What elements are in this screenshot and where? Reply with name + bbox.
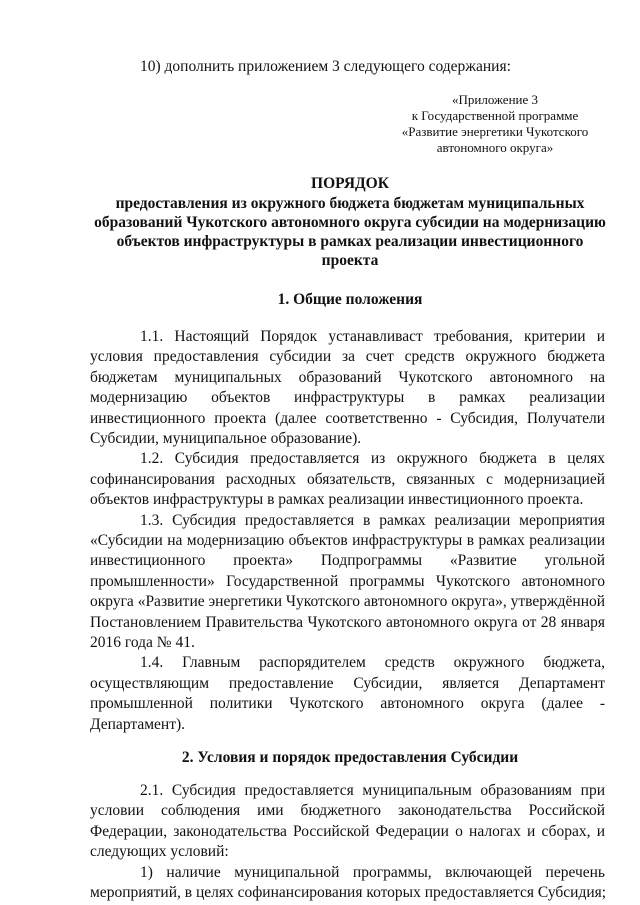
s1-line: округа «Развитие энергетики Чукотского автономного округа», утверждённой	[90, 593, 606, 611]
appendix-line-2: к Государственной программе	[411, 108, 579, 123]
s2-line: мероприятий, в целях софинансирования которых предоставляется Субсидия;	[90, 884, 607, 901]
s1-line: Департамент).	[90, 715, 185, 733]
s1-line: 1.3. Субсидия предоставляется в рамках реализации мероприятия	[140, 511, 605, 529]
s1-line: промышленной политики Чукотского автономного округа (далее -	[90, 695, 605, 713]
section-2-heading: 2. Условия и порядок предоставления Субсидии	[181, 749, 519, 766]
appendix-line-1: «Приложение 3	[451, 92, 539, 107]
s1-line: 2016 года № 41.	[90, 634, 195, 651]
title-line-4: проекта	[321, 252, 379, 269]
s1-line: софинансирования расходных обязательств, связанных с модернизацией	[90, 470, 605, 488]
appendix-line-4: автономного округа»	[436, 140, 554, 155]
s1-line: промышленности» Государственной программы Чукотского автономного	[90, 572, 605, 590]
s1-line: инвестиционного проекта» Подпрограммы «Развитие угольной	[90, 552, 605, 570]
title-line-1: предоставления из окружного бюджета бюджетам муниципальных	[115, 195, 585, 212]
title-line-2: образований Чукотского автономного округа субсидии на модернизацию	[94, 214, 606, 231]
s1-line: объектов инфраструктуры в рамках реализации инвестиционного проекта.	[90, 491, 584, 509]
s2-line: Федерации, законодательства Российской Федерации о налогах и сборах, и	[90, 822, 605, 840]
s1-line: условия предоставления субсидии за счет средств окружного бюджета	[90, 348, 605, 366]
s2-line: 1) наличие муниципальной программы, включающей перечень	[140, 863, 605, 881]
s1-line: Постановлением Правительства Чукотского автономного округа от 28 января	[90, 613, 605, 631]
intro-line: 10) дополнить приложением 3 следующего содержания:	[140, 58, 511, 75]
s1-line: Субсидии, муниципальное образование).	[90, 430, 362, 447]
s1-line: инвестиционного проекта (далее соответственно - Субсидия, Получатели	[90, 409, 605, 427]
s1-line: осуществляющим предоставление Субсидии, является Департамент	[90, 674, 605, 692]
title-line-3: объектов инфраструктуры в рамках реализации инвестиционного	[116, 233, 584, 250]
s1-line: 1.1. Настоящий Порядок устанавливаст требования, критерии и	[140, 328, 605, 345]
s1-line: 1.4. Главным распорядителем средств окружного бюджета,	[140, 654, 605, 672]
s2-line: 2.1. Субсидия предоставляется муниципальным образованиям при	[140, 782, 605, 799]
s1-line: бюджетам муниципальных образований Чукотского автономного на	[90, 368, 605, 386]
s1-line: 1.2. Субсидия предоставляется из окружного бюджета в целях	[140, 450, 605, 468]
appendix-line-3: «Развитие энергетики Чукотского	[401, 124, 589, 139]
s1-line: модернизацию объектов инфраструктуры в рамках реализации	[90, 389, 605, 407]
document-title: ПОРЯДОК	[311, 175, 389, 192]
s1-line: «Субсидии на модернизацию объектов инфраструктуры в рамках реализации	[90, 532, 605, 549]
s2-line: условии соблюдения ими бюджетного законодательства Российской	[90, 802, 605, 820]
s2-line: следующих условий:	[90, 843, 229, 861]
section-1-heading: 1. Общие положения	[277, 291, 423, 308]
